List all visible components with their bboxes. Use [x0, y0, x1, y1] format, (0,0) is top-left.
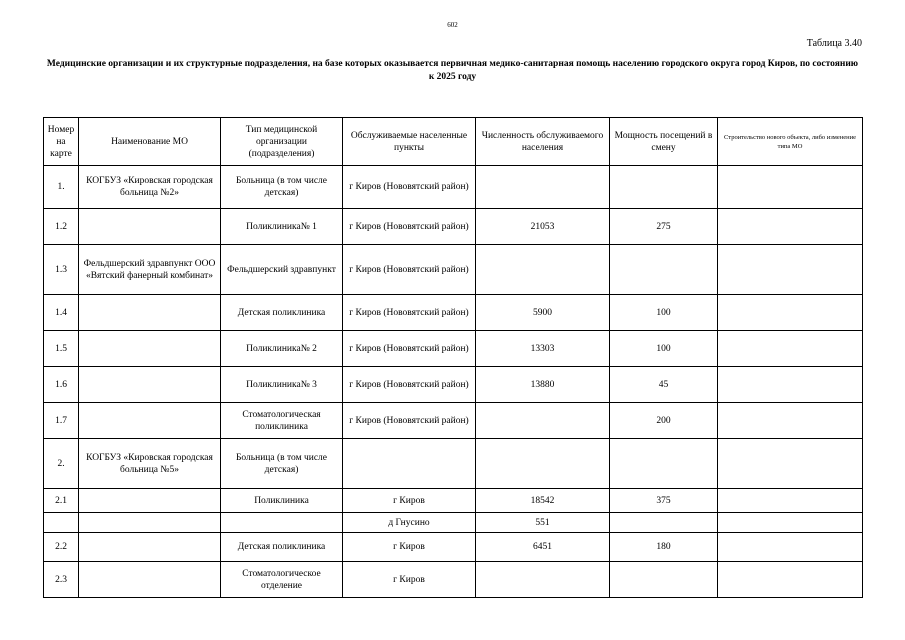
table-row — [44, 489, 863, 513]
cell-population: 6451 — [476, 533, 610, 562]
table-row — [44, 562, 863, 598]
cell-population: 551 — [476, 513, 610, 533]
header-row — [44, 118, 863, 166]
cell-capacity: 375 — [610, 489, 718, 513]
table-row — [44, 295, 863, 331]
cell-population — [476, 403, 610, 439]
table-row — [44, 533, 863, 562]
header-cell-map-number: Номер на карте — [44, 118, 79, 166]
cell-mo-name — [79, 367, 221, 403]
header-cell-mo-name: Наименование МО — [79, 118, 221, 166]
cell-construction — [718, 513, 863, 533]
cell-population — [476, 166, 610, 209]
cell-population: 5900 — [476, 295, 610, 331]
cell-construction — [718, 245, 863, 295]
cell-construction — [718, 489, 863, 513]
cell-capacity — [610, 513, 718, 533]
cell-map-number: 2.1 — [44, 489, 79, 513]
cell-capacity: 45 — [610, 367, 718, 403]
cell-settlements: г Киров — [343, 562, 476, 598]
table-label: Таблица 3.40 — [806, 38, 862, 49]
cell-org-type: Больница (в том числе детская) — [221, 439, 343, 489]
cell-capacity — [610, 562, 718, 598]
cell-capacity — [610, 439, 718, 489]
header-cell-settlements: Обслуживаемые населенные пункты — [343, 118, 476, 166]
cell-population: 18542 — [476, 489, 610, 513]
table-row — [44, 209, 863, 245]
cell-settlements: г Киров (Нововятский район) — [343, 209, 476, 245]
table-row — [44, 331, 863, 367]
cell-construction — [718, 367, 863, 403]
cell-org-type: Детская поликлиника — [221, 295, 343, 331]
cell-settlements: г Киров (Нововятский район) — [343, 331, 476, 367]
cell-map-number: 1.3 — [44, 245, 79, 295]
table-row — [44, 367, 863, 403]
cell-capacity: 200 — [610, 403, 718, 439]
cell-map-number: 1.7 — [44, 403, 79, 439]
cell-org-type: Поликлиника№ 1 — [221, 209, 343, 245]
cell-org-type: Поликлиника№ 3 — [221, 367, 343, 403]
cell-population: 13303 — [476, 331, 610, 367]
cell-mo-name: КОГБУЗ «Кировская городская больница №5» — [79, 439, 221, 489]
cell-settlements — [343, 439, 476, 489]
cell-settlements: г Киров (Нововятский район) — [343, 295, 476, 331]
cell-mo-name — [79, 489, 221, 513]
table-caption: Медицинские организации и их структурные подразделения, на базе которых оказывается первичная медико-санитарная помощь населению городского округа город Киров, по состоянию к 2025 году — [46, 59, 859, 82]
table-row — [44, 403, 863, 439]
header-cell-capacity: Мощность посещений в смену — [610, 118, 718, 166]
cell-map-number: 1.6 — [44, 367, 79, 403]
cell-construction — [718, 209, 863, 245]
cell-capacity: 100 — [610, 295, 718, 331]
cell-settlements: г Киров — [343, 489, 476, 513]
header-cell-construction: Строительство нового объекта, либо изменение типа МО — [718, 118, 863, 166]
cell-capacity — [610, 166, 718, 209]
cell-construction — [718, 166, 863, 209]
cell-construction — [718, 439, 863, 489]
cell-mo-name — [79, 562, 221, 598]
cell-map-number: 1.4 — [44, 295, 79, 331]
cell-mo-name — [79, 331, 221, 367]
cell-settlements: г Киров — [343, 533, 476, 562]
cell-mo-name — [79, 513, 221, 533]
cell-capacity: 180 — [610, 533, 718, 562]
cell-construction — [718, 403, 863, 439]
cell-settlements: г Киров (Нововятский район) — [343, 367, 476, 403]
cell-org-type: Стоматологическая поликлиника — [221, 403, 343, 439]
cell-mo-name: Фельдшерский здравпункт ООО «Вятский фанерный комбинат» — [79, 245, 221, 295]
cell-construction — [718, 295, 863, 331]
cell-mo-name — [79, 209, 221, 245]
cell-population: 13880 — [476, 367, 610, 403]
cell-population: 21053 — [476, 209, 610, 245]
cell-map-number: 1. — [44, 166, 79, 209]
cell-capacity — [610, 245, 718, 295]
cell-org-type: Детская поликлиника — [221, 533, 343, 562]
cell-map-number — [44, 513, 79, 533]
table-row — [44, 439, 863, 489]
table-row — [44, 513, 863, 533]
cell-org-type: Фельдшерский здравпункт — [221, 245, 343, 295]
cell-capacity: 100 — [610, 331, 718, 367]
cell-settlements: г Киров (Нововятский район) — [343, 403, 476, 439]
page-number: 602 — [447, 21, 458, 29]
cell-capacity: 275 — [610, 209, 718, 245]
table-row — [44, 245, 863, 295]
cell-mo-name — [79, 533, 221, 562]
cell-org-type: Поликлиника№ 2 — [221, 331, 343, 367]
cell-construction — [718, 331, 863, 367]
table-row — [44, 166, 863, 209]
cell-org-type: Стоматологическое отделение — [221, 562, 343, 598]
cell-map-number: 2.3 — [44, 562, 79, 598]
header-cell-population: Численность обслуживаемого населения — [476, 118, 610, 166]
cell-population — [476, 245, 610, 295]
cell-settlements: г Киров (Нововятский район) — [343, 245, 476, 295]
cell-settlements: г Киров (Нововятский район) — [343, 166, 476, 209]
cell-map-number: 1.5 — [44, 331, 79, 367]
cell-org-type: Больница (в том числе детская) — [221, 166, 343, 209]
cell-org-type: Поликлиника — [221, 489, 343, 513]
cell-construction — [718, 533, 863, 562]
cell-map-number: 2. — [44, 439, 79, 489]
cell-construction — [718, 562, 863, 598]
cell-population — [476, 562, 610, 598]
cell-mo-name — [79, 295, 221, 331]
header-cell-org-type: Тип медицинской организации (подразделения) — [221, 118, 343, 166]
cell-settlements: д Гнусино — [343, 513, 476, 533]
cell-mo-name: КОГБУЗ «Кировская городская больница №2» — [79, 166, 221, 209]
cell-org-type — [221, 513, 343, 533]
medical-organizations-table — [43, 117, 863, 598]
cell-map-number: 1.2 — [44, 209, 79, 245]
cell-population — [476, 439, 610, 489]
cell-mo-name — [79, 403, 221, 439]
cell-map-number: 2.2 — [44, 533, 79, 562]
